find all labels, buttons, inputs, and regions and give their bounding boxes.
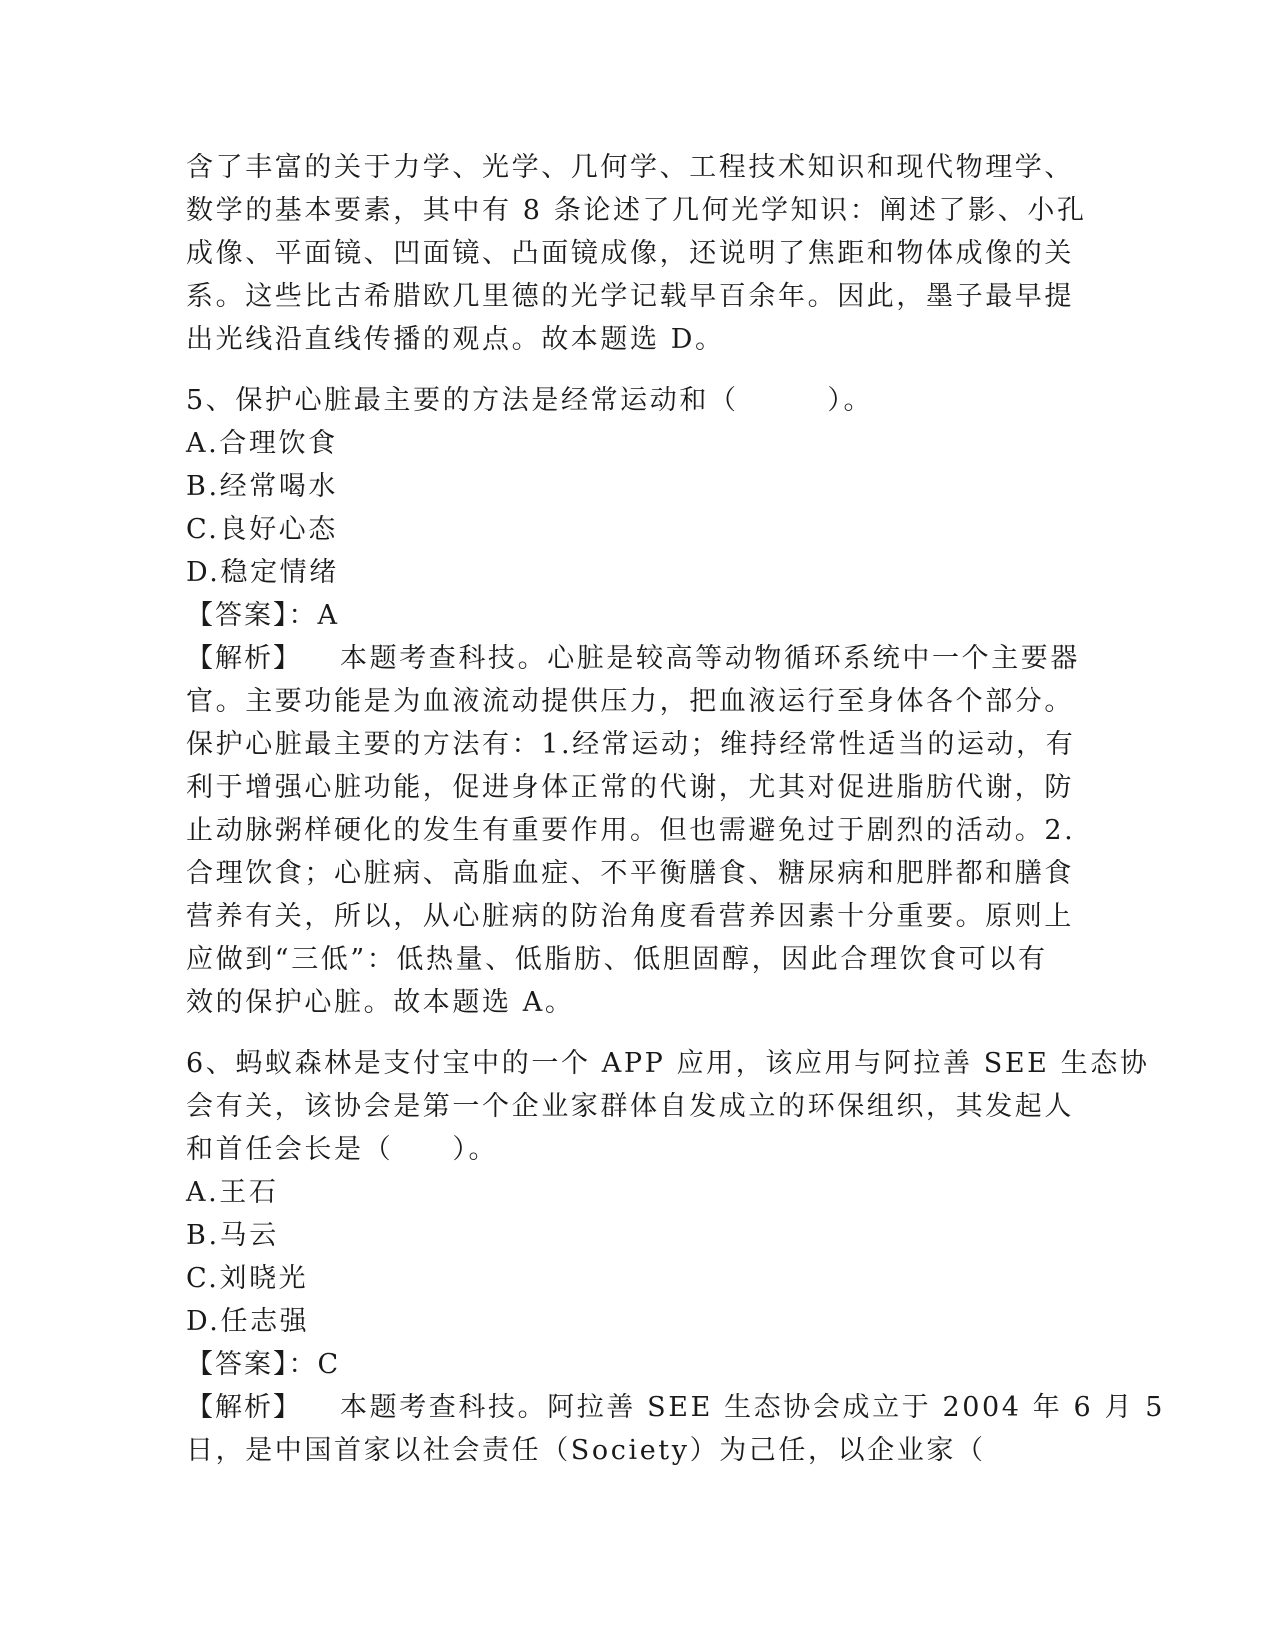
option-b: B.经常喝水 <box>186 471 339 502</box>
analysis-line: 日，是中国首家以社会责任（Society）为己任，以企业家（ <box>186 1435 986 1466</box>
option-c: C.刘晓光 <box>186 1263 309 1294</box>
analysis-line: 止动脉粥样硬化的发生有重要作用。但也需避免过于剧烈的活动。2. <box>186 815 1076 846</box>
analysis-line: 官。主要功能是为血液流动提供压力，把血液运行至身体各个部分。 <box>186 686 1074 717</box>
option-d: D.稳定情绪 <box>186 557 339 588</box>
paragraph-line: 系。这些比古希腊欧几里德的光学记载早百余年。因此，墨子最早提 <box>186 281 1074 312</box>
question-stem: 6、蚂蚁森林是支付宝中的一个 APP 应用，该应用与阿拉善 SEE 生态协 <box>186 1048 1150 1079</box>
question-6 <box>186 1042 1166 1472</box>
paragraph-line: 含了丰富的关于力学、光学、几何学、工程技术知识和现代物理学、 <box>186 152 1074 183</box>
spacer <box>186 361 1086 379</box>
analysis-line: 利于增强心脏功能，促进身体正常的代谢，尤其对促进脂肪代谢，防 <box>186 772 1074 803</box>
analysis-line <box>186 1386 1166 1429</box>
question-5 <box>186 379 1086 1024</box>
analysis-line <box>186 637 1086 680</box>
document-page <box>186 146 1166 1472</box>
answer-line <box>186 594 1086 637</box>
option-c: C.良好心态 <box>186 514 338 545</box>
paragraph-line: 成像、平面镜、凹面镜、凸面镜成像，还说明了焦距和物体成像的关 <box>186 238 1074 269</box>
question-stem: 会有关，该协会是第一个企业家群体自发成立的环保组织，其发起人 <box>186 1091 1074 1122</box>
analysis-label: 【解析】 <box>186 1392 302 1423</box>
option-a: A.王石 <box>186 1177 279 1208</box>
answer-value: C <box>317 1349 341 1380</box>
answer-label: 【答案】： <box>186 1349 318 1380</box>
analysis-line: 营养有关，所以，从心脏病的防治角度看营养因素十分重要。原则上 <box>186 901 1074 932</box>
analysis-text: 本题考查科技。心脏是较高等动物循环系统中一个主要器 <box>340 643 1080 674</box>
option-a: A.合理饮食 <box>186 428 338 459</box>
question-stem: 5、保护心脏最主要的方法是经常运动和（ ）。 <box>186 385 874 416</box>
option-b: B.马云 <box>186 1220 279 1251</box>
previous-analysis-continuation <box>186 146 1086 361</box>
paragraph-line: 数学的基本要素，其中有 8 条论述了几何光学知识：阐述了影、小孔 <box>186 195 1087 226</box>
spacer <box>186 1024 1086 1042</box>
answer-label: 【答案】： <box>186 600 318 631</box>
analysis-line: 保护心脏最主要的方法有：1.经常运动；维持经常性适当的运动，有 <box>186 729 1076 760</box>
answer-line <box>186 1343 1086 1386</box>
analysis-text: 本题考查科技。阿拉善 SEE 生态协会成立于 2004 年 6 月 5 <box>340 1392 1166 1423</box>
question-stem: 和首任会长是（ ）。 <box>186 1134 499 1165</box>
analysis-line: 合理饮食；心脏病、高脂血症、不平衡膳食、糖尿病和肥胖都和膳食 <box>186 858 1074 889</box>
analysis-label: 【解析】 <box>186 643 302 674</box>
paragraph-line: 出光线沿直线传播的观点。故本题选 D。 <box>186 324 725 355</box>
analysis-line: 应做到“三低”：低热量、低脂肪、低胆固醇，因此合理饮食可以有 <box>186 944 1048 975</box>
answer-value: A <box>317 600 340 631</box>
option-d: D.任志强 <box>186 1306 310 1337</box>
analysis-line: 效的保护心脏。故本题选 A。 <box>186 987 575 1018</box>
